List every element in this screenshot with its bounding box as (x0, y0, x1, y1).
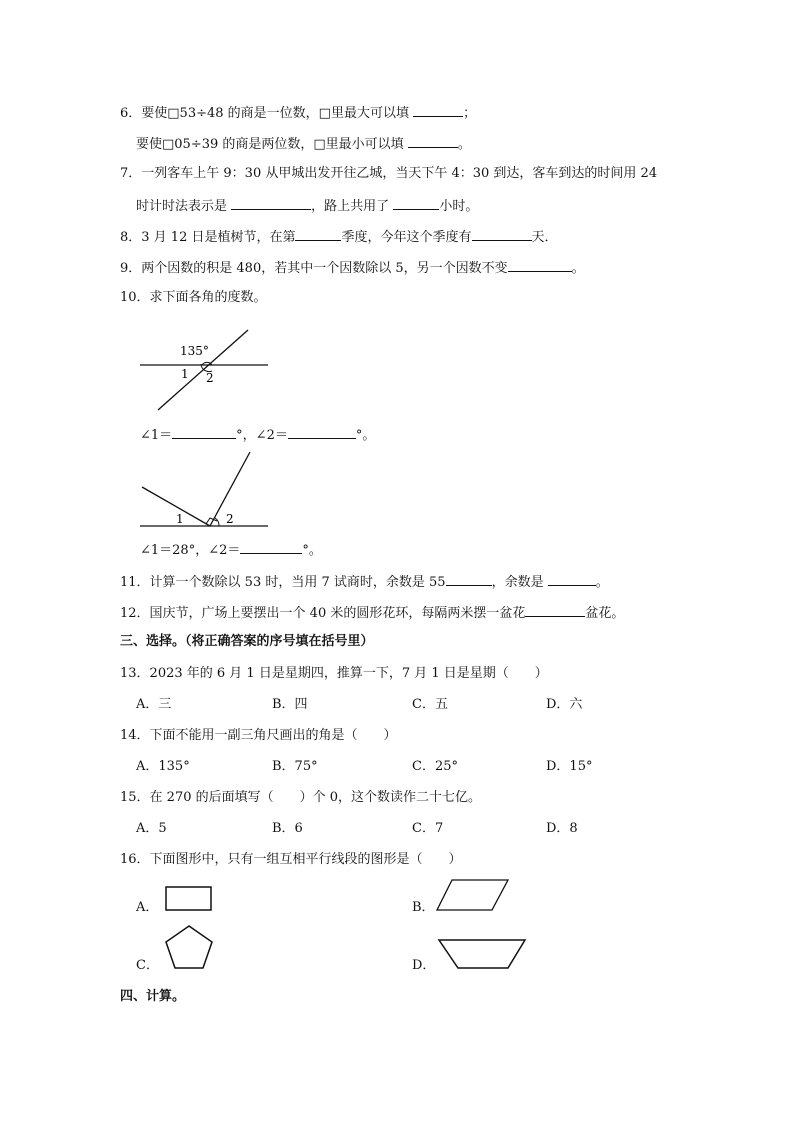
q7-text-1: 时计时法表示是 (136, 199, 228, 214)
q14-option-b[interactable]: B．75° (272, 759, 318, 774)
q8-text-1: 8．3 月 12 日是植树节，在第 (120, 230, 296, 245)
q11-blank-2[interactable] (548, 573, 596, 586)
q6-text-2: 要使□05÷39 的商是两位数，□里最小可以填 (136, 137, 404, 152)
q13-option-d[interactable]: D．六 (546, 697, 583, 712)
q6-blank-2[interactable] (408, 135, 458, 148)
q8-blank-1[interactable] (295, 228, 341, 241)
q16-option-a[interactable]: A． (136, 900, 159, 915)
question-10: 10．求下面各角的度数。 (120, 290, 267, 305)
q10-blank-3[interactable] (240, 541, 302, 554)
question-14: 14．下面不能用一副三角尺画出的角是（ ） (120, 728, 397, 743)
q7-blank-1[interactable] (231, 197, 311, 210)
section-3-heading: 三、选择。（将正确答案的序号填在括号里） (120, 634, 374, 649)
question-6-line-1 (120, 104, 476, 122)
q7-blank-2[interactable] (393, 197, 439, 210)
q13-option-a[interactable]: A．三 (136, 697, 172, 712)
q11-text-2: ，余数是 (491, 575, 544, 590)
trapezoid-icon (438, 938, 528, 970)
q16-option-b[interactable]: B． (412, 900, 435, 915)
q13-option-c[interactable]: C．五 (412, 697, 448, 712)
q14-option-d[interactable]: D．15° (546, 759, 593, 774)
fig1-label-2: 2 (206, 371, 214, 385)
q12-text-1: 12．国庆节，广场上要摆出一个 40 米的圆形花环，每隔两米摆一盆花 (120, 606, 526, 621)
q15-option-c[interactable]: C．7 (412, 821, 444, 836)
fig1-label-1: 1 (181, 367, 189, 381)
q7-text-2: ，路上共用了 (311, 199, 390, 214)
q15-option-b[interactable]: B．6 (272, 821, 303, 836)
question-10-answer-2 (140, 541, 322, 559)
q6-text-1: 6．要使□53÷48 的商是一位数，□里最大可以填 (120, 106, 409, 121)
q9-text-1: 9．两个因数的积是 480，若其中一个因数除以 5，另一个因数不变 (120, 261, 508, 276)
question-10-answer-1 (140, 426, 375, 444)
q6-punct-2: 。 (457, 137, 471, 152)
q8-blank-2[interactable] (472, 228, 532, 241)
q6-blank-1[interactable] (413, 104, 463, 117)
q10-ans2-text-2: °。 (302, 543, 322, 558)
q10-ans1-text-2: °，∠2＝ (236, 428, 288, 443)
q6-punct-1: ； (463, 106, 477, 121)
fig2-label-2: 2 (226, 512, 234, 526)
q8-text-2: 季度，今年这个季度有 (341, 230, 472, 245)
rectangle-icon (165, 886, 213, 912)
q12-text-2: 盆花。 (585, 606, 625, 621)
question-16: 16．下面图形中，只有一组互相平行线段的图形是（ ） (120, 852, 462, 867)
q11-punct: 。 (595, 575, 609, 590)
question-15: 15．在 270 的后面填写（ ）个 0，这个数读作二十七亿。 (120, 790, 482, 805)
q9-blank[interactable] (508, 259, 572, 272)
q15-option-a[interactable]: A．5 (136, 821, 167, 836)
q9-punct: 。 (571, 261, 585, 276)
q14-option-a[interactable]: A．135° (136, 759, 190, 774)
q12-blank[interactable] (525, 604, 585, 617)
q16-option-c[interactable]: C． (136, 958, 159, 973)
q13-option-b[interactable]: B．四 (272, 697, 308, 712)
angle-figure-2 (140, 452, 270, 532)
q11-text-1: 11．计算一个数除以 53 时，当用 7 试商时，余数是 55 (120, 575, 446, 590)
q10-blank-1[interactable] (172, 426, 236, 439)
question-6-line-2 (136, 135, 471, 153)
question-8 (120, 228, 558, 246)
question-12 (120, 604, 624, 622)
question-13: 13．2023 年的 6 月 1 日是星期四，推算一下，7 月 1 日是星期（ ） (120, 666, 548, 681)
question-7-line-2 (136, 197, 478, 215)
angle-figure-1 (140, 330, 270, 412)
q10-blank-2[interactable] (288, 426, 356, 439)
q10-ans1-text-3: °。 (355, 428, 376, 443)
section-4-heading: 四、计算。 (120, 989, 186, 1004)
q11-blank-1[interactable] (446, 573, 492, 586)
q10-ans2-text-1: ∠1＝28°，∠2＝ (140, 543, 241, 558)
question-11 (120, 573, 609, 591)
q16-option-d[interactable]: D． (412, 958, 436, 973)
fig1-angle-label: 135° (180, 344, 209, 358)
q10-ans1-text-1: ∠1＝ (140, 428, 173, 443)
q14-option-c[interactable]: C．25° (412, 759, 458, 774)
parallelogram-icon (436, 878, 510, 912)
question-9 (120, 259, 585, 277)
q8-text-3: 天． (531, 230, 558, 245)
fig2-label-1: 1 (176, 512, 184, 526)
q7-text-3: 小时。 (439, 199, 479, 214)
question-7-line-1: 7．一列客车上午 9：30 从甲城出发开往乙城，当天下午 4：30 到达，客车到达的时间用 24 (120, 166, 658, 181)
q15-option-d[interactable]: D．8 (546, 821, 578, 836)
pentagon-icon (164, 924, 214, 970)
